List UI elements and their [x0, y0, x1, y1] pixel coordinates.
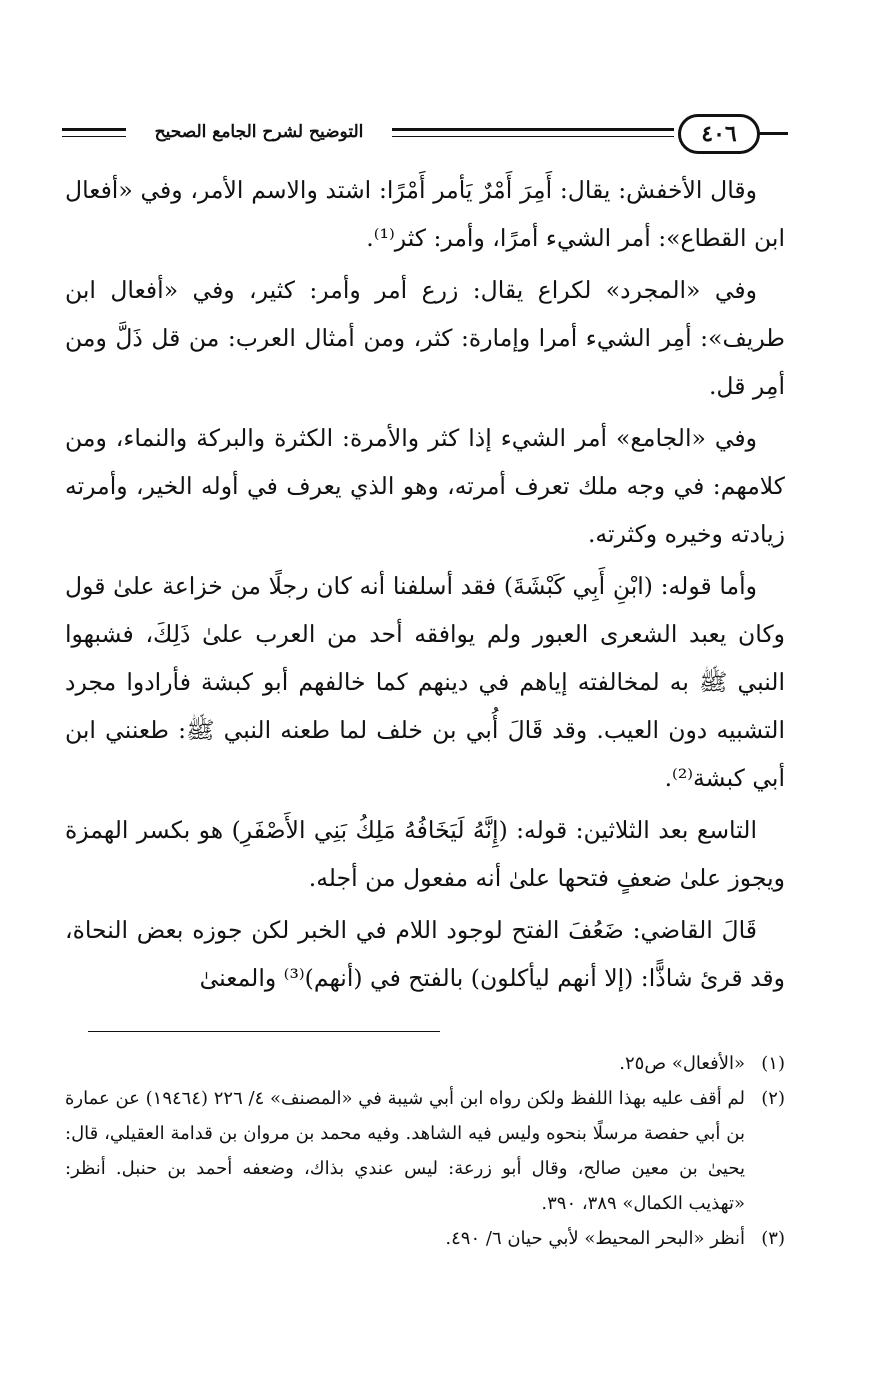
header-rule-right [758, 132, 788, 135]
running-title: التوضيح لشرح الجامع الصحيح [154, 122, 364, 142]
footnote-number: (٣) [761, 1228, 785, 1249]
page-number-badge [678, 114, 760, 154]
paragraph: قَالَ القاضي: ضَعُفَ الفتح لوجود اللام في الخبر لكن جوزه بعض النحاة، وقد قرئ شاذًّا: (إلا أنهم ليأكلون) بالفتح في (أنهم)⁽³⁾ والمعنىٰ [65, 916, 785, 992]
footnote [65, 1046, 785, 1081]
main-text [65, 166, 785, 1006]
paragraph: وفي «المجرد» لكراع يقال: زرع أمر وأمر: كثير، وفي «أفعال ابن طريف»: أمِر الشيء أمرا وإمارة: كثر، ومن أمثال العرب: من قل ذَلَّ ومن أمِر قل. [65, 276, 785, 400]
paragraph: وفي «الجامع» أمر الشيء إذا كثر والأمرة: الكثرة والبركة والنماء، ومن كلامهم: في وجه ملك تعرف أمرته، وهو الذي يعرف في أوله الخير، وأمرته زيادته وخيره وكثرته. [65, 424, 785, 548]
footnote-text: «الأفعال» ص٢٥. [619, 1053, 745, 1074]
footnote-separator [88, 1031, 440, 1032]
paragraph: وقال الأخفش: يقال: أَمِرَ أَمْرٌ يَأمر أَمْرًا: اشتد والاسم الأمر، وفي «أفعال ابن القطاع»: أمر الشيء أمرًا، وأمر: كثر⁽¹⁾. [65, 176, 785, 252]
header-rule-mid-bottom [392, 136, 674, 137]
footnote [65, 1221, 785, 1256]
page-header [62, 110, 788, 160]
header-rule-left-top [62, 128, 126, 131]
footnote [65, 1081, 785, 1221]
footnote-number: (١) [761, 1053, 785, 1074]
footnote-text: لم أقف عليه بهذا اللفظ ولكن رواه ابن أبي شيبة في «المصنف» ٤/ ٢٢٦ (١٩٤٦٤) عن عمارة بن أبي حفصة مرسلًا بنحوه وليس فيه الشاهد. وفيه محمد بن مروان بن قدامة العقيلي، قال: يحيىٰ بن معين صالح، وقال أبو زرعة: ليس عندي بذاك، وضعفه أحمد بن حنبل. أنظر: «تهذيب الكمال» ٣٨٩، ٣٩٠. [65, 1088, 745, 1214]
header-rule-left-bottom [62, 136, 126, 137]
footnote-number: (٢) [761, 1088, 785, 1109]
paragraph: وأما قوله: (ابْنِ أَبِي كَبْشَةَ) فقد أسلفنا أنه كان رجلًا من خزاعة علىٰ قول وكان يعبد الشعرى العبور ولم يوافقه أحد من العرب علىٰ ذَلِكَ، فشبهوا النبي ﷺ به لمخالفته إياهم في دينهم كما خالفهم أبو كبشة فأرادوا مجرد التشبيه دون العيب. وقد قَالَ أُبي بن خلف لما طعنه النبي ﷺ: طعنني ابن أبي كبشة⁽²⁾. [65, 572, 785, 792]
header-rule-mid-top [392, 128, 674, 131]
footnote-text: أنظر «البحر المحيط» لأبي حيان ٦/ ٤٩٠. [445, 1228, 745, 1249]
page-number: ٤٠٦ [701, 121, 737, 147]
paragraph: التاسع بعد الثلاثين: قوله: (إِنَّهُ لَيَخَافُهُ مَلِكُ بَنِي الأَصْفَرِ) هو بكسر الهمزة ويجوز علىٰ ضعفٍ فتحها علىٰ أنه مفعول من أجله. [65, 816, 785, 892]
footnotes [65, 1046, 785, 1256]
